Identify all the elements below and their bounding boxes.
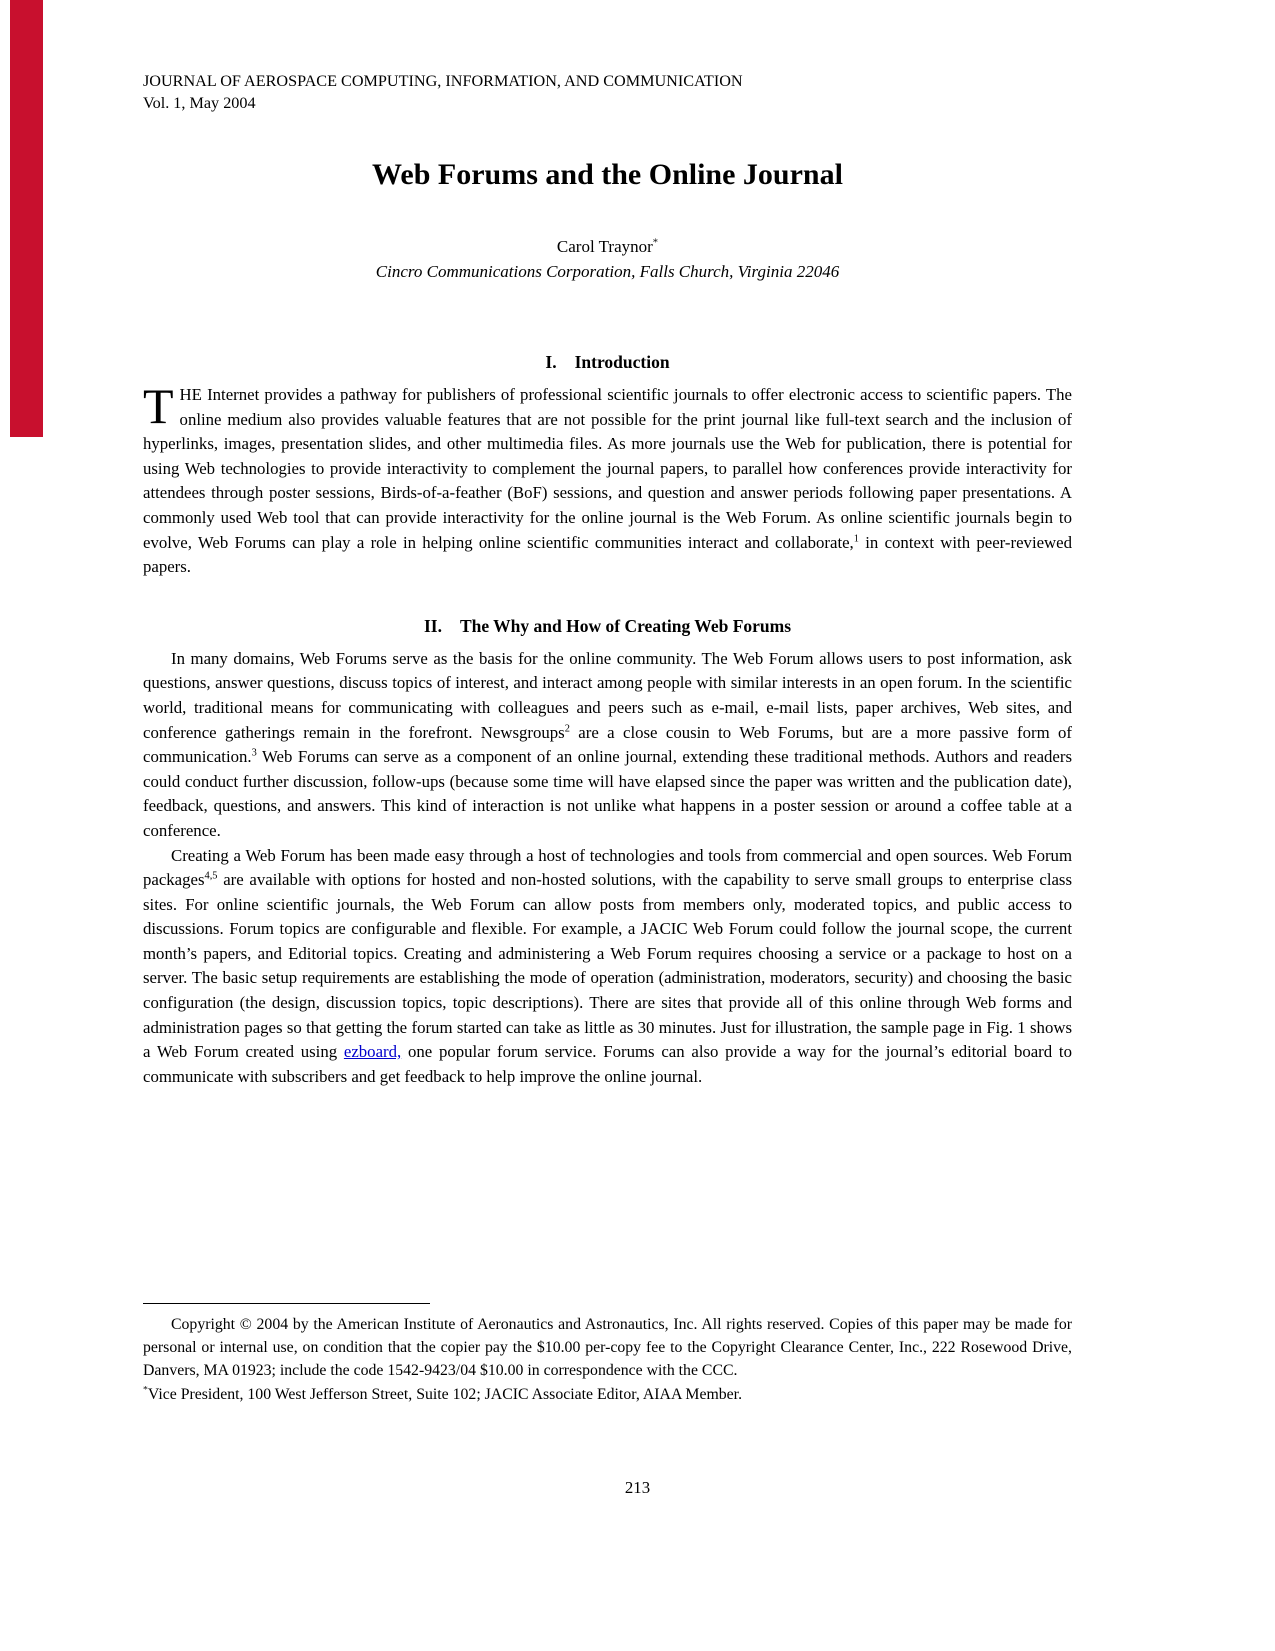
section-1-number: I. [545, 352, 557, 372]
author-line [143, 234, 1072, 259]
intro-paragraph: THE Internet provides a pathway for publishers of professional scientific journals to offer electronic access to scientific papers. The online medium also provides valuable features that are not possible for the print journal like full-text search and the inclusion of hyperlinks, images, presentation slides, and other multimedia files. As more journals use the Web for publication, there is potential for using Web technologies to provide interactivity to complement the journal papers, to parallel how conferences provide interactivity for attendees through poster sessions, Birds-of-a-feather (BoF) sessions, and question and answer periods following paper presentations. A commonly used Web tool that can provide interactivity for the online journal is the Web Forum. As online scientific journals begin to evolve, Web Forums can play a role in helping online scientific communities interact and collaborate,$^1$ in context with peer-reviewed papers. [143, 378, 1073, 577]
footnote-reference: 2 [564, 722, 570, 734]
footnote-block [143, 1303, 1072, 1406]
section-2-heading [143, 614, 1072, 638]
section-1-title: Introduction [574, 352, 670, 372]
footnote-reference: 1 [853, 532, 859, 544]
footnote-reference: * [143, 1384, 148, 1396]
body-paragraph-2: Creating a Web Forum has been made easy through a host of technologies and tools from commercial and open sources. Web Forum packages$^{4,5}$ are available with options for hosted and non-hosted solutions, with the capability to serve small groups to enterprise class sites. For online scientific journals, the Web Forum can allow posts from members only, moderated topics, and public access to discussions. Forum topics are configurable and flexible. For example, a JACIC Web Forum could follow the journal scope, the current month’s papers, and Editorial topics. Creating and administering a Web Forum requires choosing a service or a package to host on a server. The basic setup requirements are establishing the mode of operation (administration, moderators, security) and choosing the basic configuration (the design, discussion topics, topic descriptions). There are sites that provide all of this online through Web forms and administration pages so that getting the forum started can take as little as 30 minutes. Just for illustration, the sample page in Fig. 1 shows a Web Forum created using ezboard, one popular forum service. Forums can also provide a way for the journal’s editorial board to communicate with subscribers and get feedback to help improve the online journal. [143, 845, 1072, 1086]
copyright-footnote: Copyright © 2004 by the American Institute of Aeronautics and Astronautics, Inc. All rights reserved. Copies of this paper may be made for personal or internal use, on condition that the copier pay the $10.00 per-copy fee to the Copyright Clearance Center, Inc., 222 Rosewood Drive, Danvers, MA 01923; include the code 1542-9423/04 $10.00 in correspondence with the CCC. [143, 1316, 1072, 1380]
paper-title: Web Forums and the Online Journal [372, 158, 843, 191]
section-1-heading [143, 350, 1072, 374]
author-asterisk: * [652, 237, 659, 249]
footnote-reference: 4,5 [204, 870, 218, 882]
ezboard-link[interactable]: ezboard, [343, 1042, 402, 1062]
page-content [143, 70, 1072, 1089]
author-footnote: *Vice President, 100 West Jefferson Street, Suite 102; JACIC Associate Editor, AIAA Member. [143, 1384, 743, 1403]
affiliation: Cincro Communications Corporation, Falls Church, Virginia 22046 [375, 262, 840, 281]
section-2-number: II. [423, 615, 442, 636]
author-name: Carol Traynor [556, 237, 653, 256]
section-2-title: The Why and How of Creating Web Forums [459, 615, 792, 636]
red-edge-bar [10, 0, 43, 437]
body-paragraph-1: In many domains, Web Forums serve as the basis for the online community. The Web Forum allows users to post information, ask questions, answer questions, discuss topics of interest, and interact among people with similar interests in an open forum. In the scientific world, traditional means for communicating with colleagues and peers such as e-mail, e-mail lists, paper archives, Web sites, and conference gatherings remain in the forefront. Newsgroups$^2$ are a close cousin to Web Forums, but are a more passive form of communication.$^3$ Web Forums can serve as a component of an online journal, extending these traditional methods. Authors and readers could conduct further discussion, follow-ups (because some time will have elapsed since the paper was written and the publication date), feedback, questions, and answers. This kind of interaction is not unlike what happens in a poster session or around a coffee table at a conference. [143, 648, 1072, 840]
volume-line: Vol. 1, May 2004 [143, 94, 256, 112]
drop-cap: T [143, 378, 174, 434]
footnote-reference: 3 [251, 747, 257, 759]
footnote-divider [143, 1303, 430, 1304]
journal-name: JOURNAL OF AEROSPACE COMPUTING, INFORMATION, AND COMMUNICATION [143, 72, 743, 90]
page-number: 213 [624, 1478, 651, 1497]
journal-header [143, 70, 1072, 114]
